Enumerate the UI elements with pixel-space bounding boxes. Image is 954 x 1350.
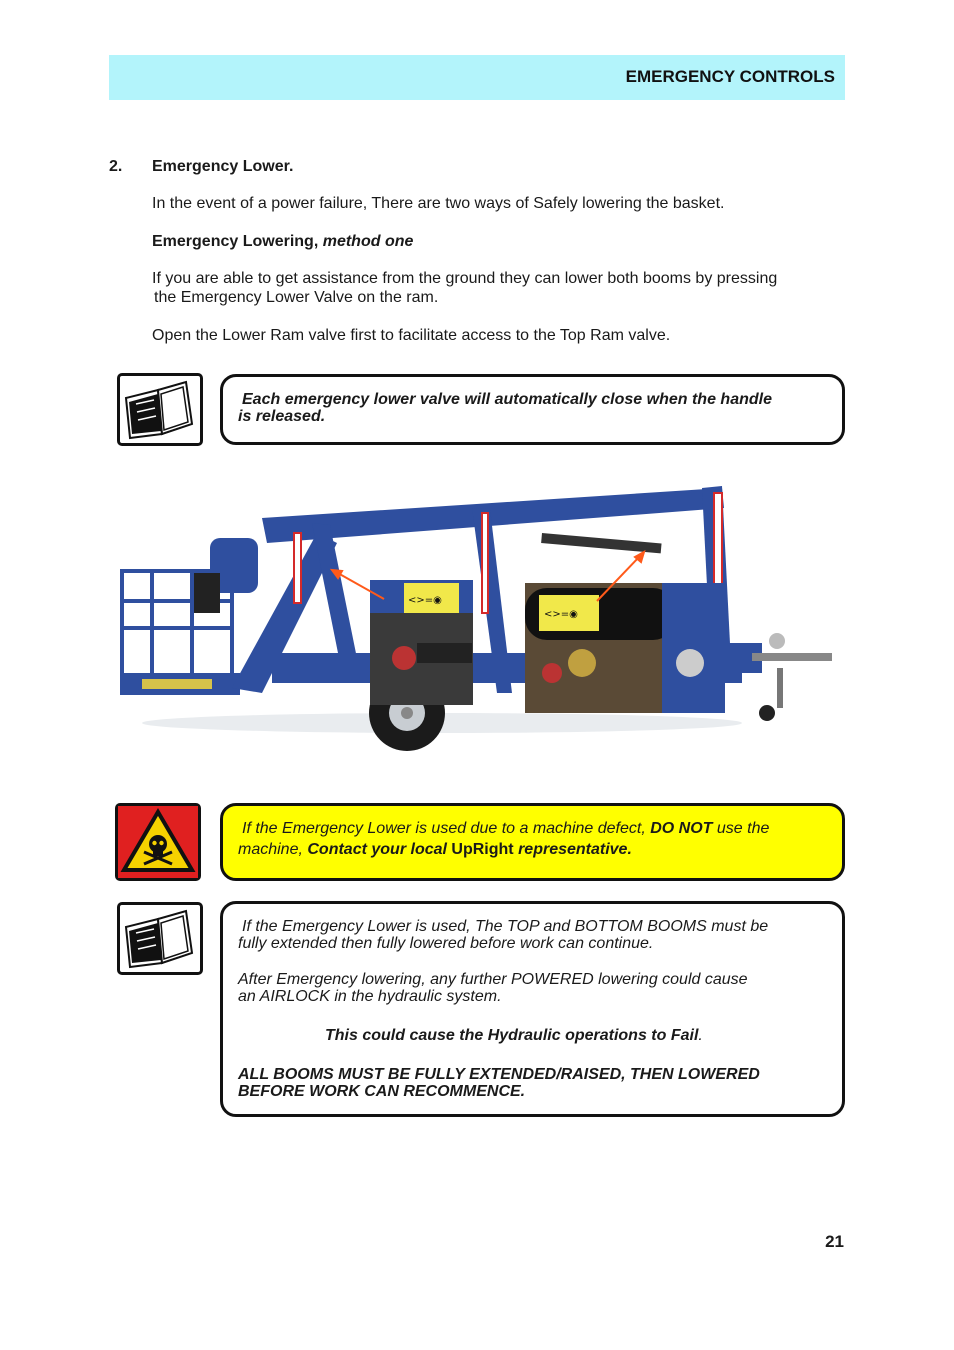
warning-emphasis: Contact your local <box>307 841 447 858</box>
warning-line2 <box>238 840 632 859</box>
para1-line1: If you are able to get assistance from the ground they can lower both booms by pressing <box>152 270 778 287</box>
warning-icon-box <box>115 803 201 881</box>
warning-text: machine, <box>238 841 303 858</box>
brand-name: UpRight <box>451 841 514 858</box>
section-heading: Emergency Lower. <box>152 158 294 175</box>
note2-line2: fully extended then fully lowered before work can continue. <box>238 935 654 952</box>
open-book-icon <box>120 905 200 972</box>
warning-text: use the <box>716 820 770 837</box>
para1-line2: the Emergency Lower Valve on the ram. <box>154 289 439 306</box>
method-heading <box>152 232 413 251</box>
note1-line1: Each emergency lower valve will automatically close when the handle <box>242 391 772 408</box>
machine-photo <box>112 483 846 751</box>
note2-line6: ALL BOOMS MUST BE FULLY EXTENDED/RAISED, THEN LOWERED <box>238 1066 760 1083</box>
warning-emphasis: representative. <box>518 841 632 858</box>
emergency-lower-photo-svg <box>112 483 846 751</box>
note2-line1: If the Emergency Lower is used, The TOP and BOTTOM BOOMS must be <box>242 918 769 935</box>
decal-text-2: <>=◉ <box>544 609 578 620</box>
inset-photo-1 <box>370 580 473 705</box>
skull-crossbones-icon <box>118 806 198 878</box>
para2-text: Open the Lower Ram valve first to facilitate access to the Top Ram valve. <box>152 327 671 344</box>
note2-line3: After Emergency lowering, any further POWERED lowering could cause <box>238 971 748 988</box>
warning-text: If the Emergency Lower is used due to a machine defect, <box>242 820 646 837</box>
decal-text-1: <>=◉ <box>408 595 442 606</box>
page-section-title: EMERGENCY CONTROLS <box>625 67 835 86</box>
note2-line5-text: This could cause the Hydraulic operations to Fail <box>325 1027 699 1044</box>
warning-box <box>220 803 845 881</box>
inset-photo-2 <box>525 583 725 713</box>
note1-icon-box <box>117 373 203 446</box>
open-book-icon <box>120 376 200 443</box>
page-number: 21 <box>825 1232 844 1251</box>
note2-icon-box <box>117 902 203 975</box>
intro-text: In the event of a power failure, There are two ways of Safely lowering the basket. <box>152 195 725 212</box>
method-label: Emergency Lowering, <box>152 233 319 250</box>
method-name: method one <box>322 233 414 250</box>
warning-line1 <box>242 819 769 838</box>
note2-line5: This could cause the Hydraulic operations to Fail. <box>325 1027 703 1044</box>
note2-line7: BEFORE WORK CAN RECOMMENCE. <box>238 1083 526 1100</box>
note1-box <box>220 374 845 445</box>
note2-box <box>220 901 845 1117</box>
note1-line2: is released. <box>238 408 326 425</box>
warning-emphasis: DO NOT <box>650 820 713 837</box>
header-bar <box>109 55 845 100</box>
note2-line4: an AIRLOCK in the hydraulic system. <box>238 988 502 1005</box>
section-number: 2. <box>109 158 123 175</box>
